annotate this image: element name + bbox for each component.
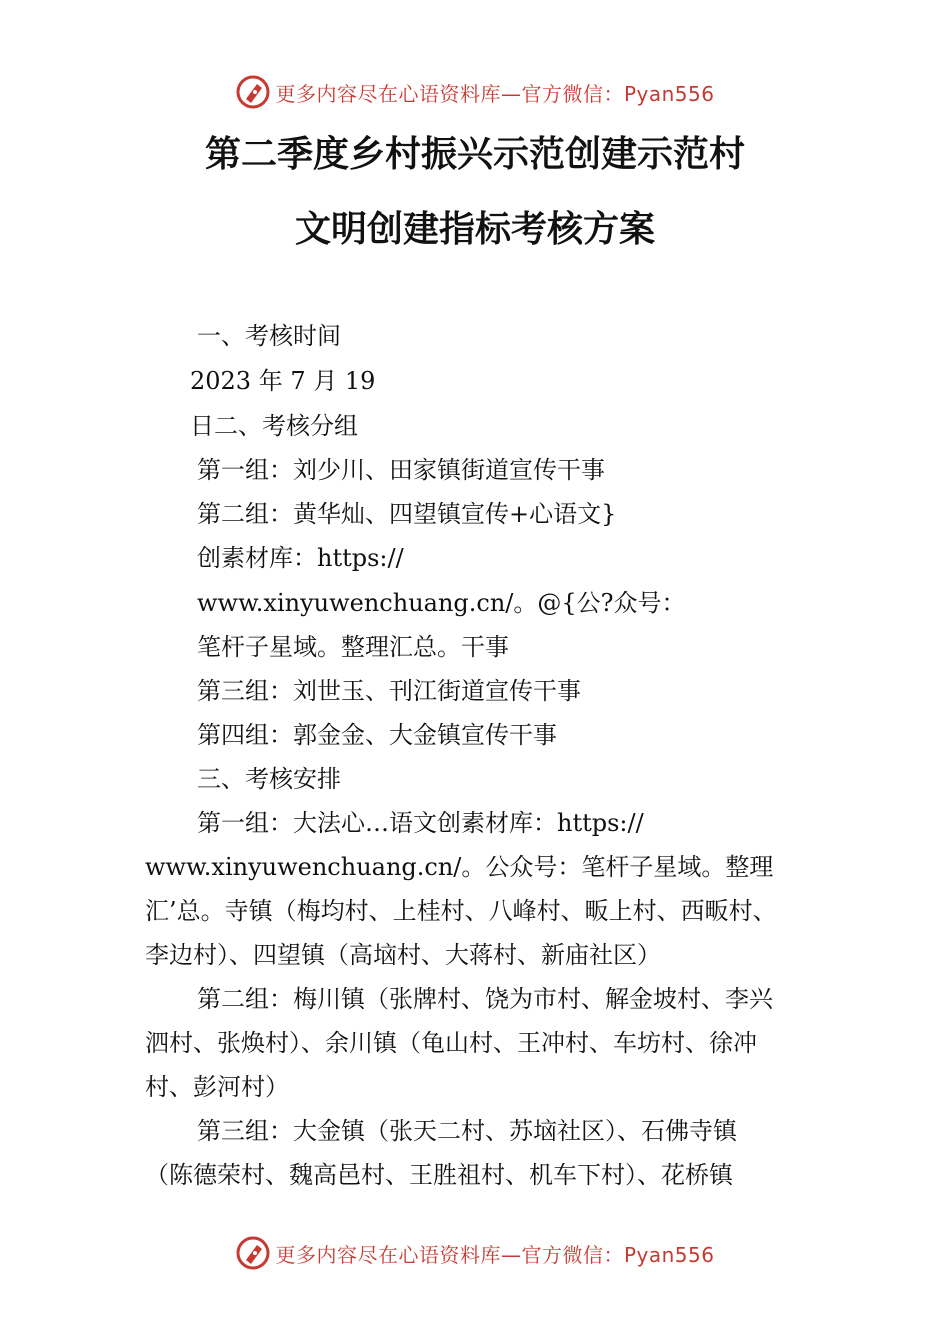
document-title-line2: 文明创建指标考核方案 [294,209,655,250]
body-line: 第二组：黄华灿、四望镇宣传+心语文} [197,500,617,528]
watermark-text: 更多内容尽在心语资料库—官方微信：Pyan556 [275,1242,715,1267]
pen-nib-logo-icon [235,74,271,110]
body-line: 泗村、张焕村）、余川镇（龟山村、王冲村、车坊村、徐冲 [145,1029,757,1057]
body-line: 第四组：郭金金、大金镇宣传干事 [197,721,557,749]
watermark-banner-top [0,72,950,112]
body-line: 日二、考核分组 [190,412,358,440]
body-line: 汇’总。寺镇（梅均村、上桂村、八峰村、畈上村、西畈村、 [145,897,777,925]
body-line: www.xinyuwenchuang.cn/。@{公?众号： [197,589,686,617]
body-line: 第二组：梅川镇（张牌村、饶为市村、解金坡村、李兴 [197,985,773,1013]
body-line: 李边村）、四望镇（高垴村、大蒋村、新庙社区） [145,941,661,969]
body-line: 笔杆子星域。整理汇总。干事 [197,633,509,661]
body-line: （陈德荣村、魏高邑村、王胜祖村、机车下村）、花桥镇 [145,1161,733,1189]
body-line: 第一组：大法心…语文创素材库：https:// [197,809,644,837]
section-heading: 三、考核安排 [197,765,341,793]
body-line: 2023 年 7 月 19 [190,367,376,395]
watermark-text: 更多内容尽在心语资料库—官方微信：Pyan556 [275,81,715,106]
body-line: 第一组：刘少川、田家镇街道宣传干事 [197,456,605,484]
body-line: 创素材库：https:// [197,544,404,572]
body-line: 第三组：大金镇（张天二村、苏垴社区）、石佛寺镇 [197,1117,737,1145]
body-line: 村、彭河村） [145,1073,289,1101]
pen-nib-logo-icon [235,1235,271,1271]
section-heading: 一、考核时间 [197,322,341,350]
watermark-banner-bottom [0,1233,950,1273]
document-title-line1: 第二季度乡村振兴示范创建示范村 [204,134,745,175]
body-line: www.xinyuwenchuang.cn/。公众号：笔杆子星域。整理 [145,853,774,881]
body-line: 第三组：刘世玉、刊江街道宣传干事 [197,677,581,705]
